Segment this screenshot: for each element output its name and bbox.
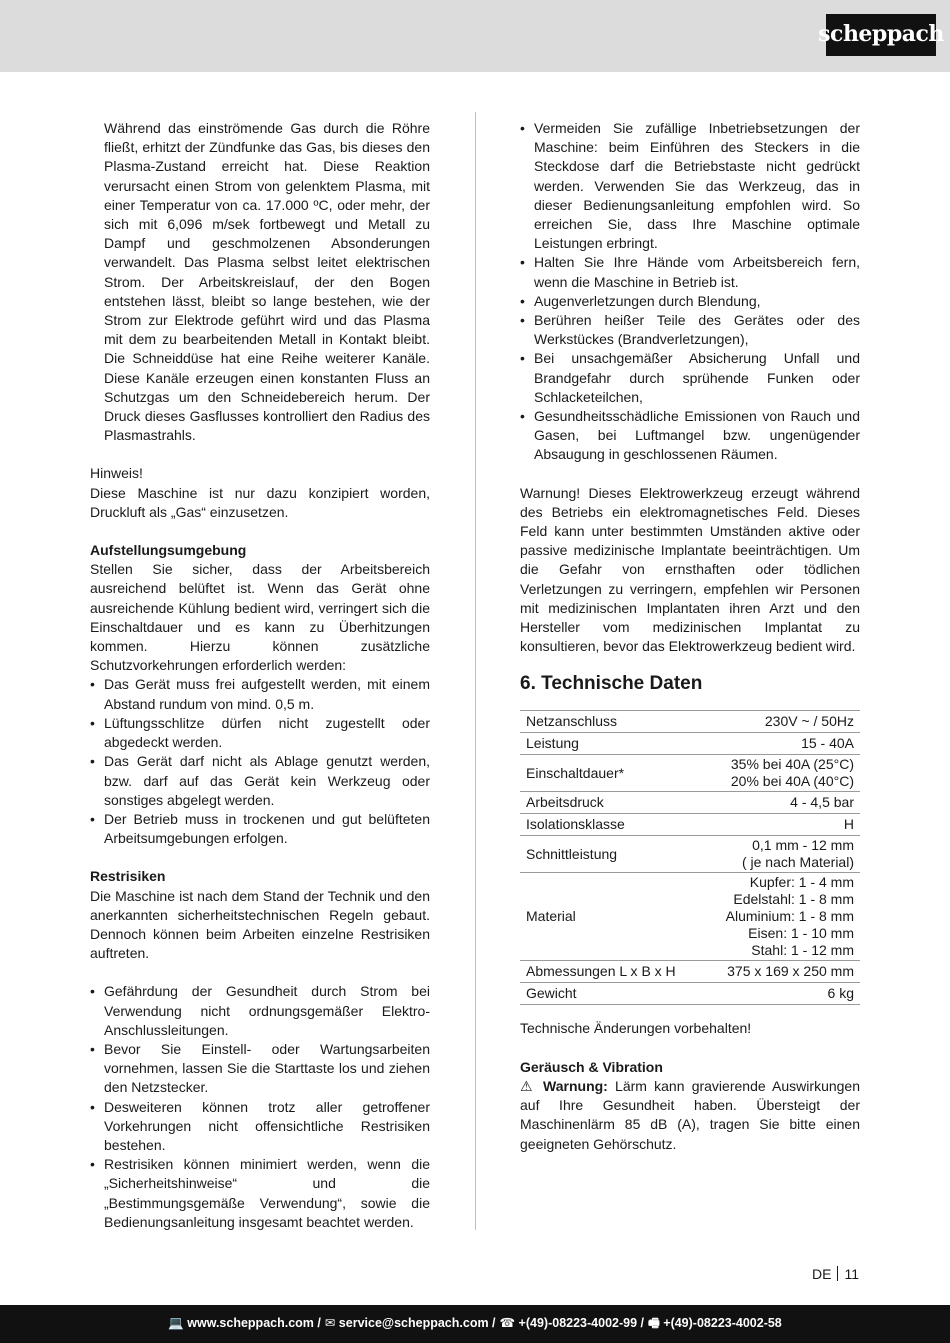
- page-number-value: 11: [844, 1266, 859, 1282]
- setup-heading: Aufstellungsumgebung: [90, 542, 247, 559]
- list-item: • Das Gerät darf nicht als Ablage genutzt werden, bzw. darf auf das Gerät kein Werkzeug oder sonstiges abgelegt werden.: [90, 752, 430, 810]
- setup-bullet-list: [90, 675, 430, 848]
- table-cell-value: Kupfer: 1 - 4 mm Edelstahl: 1 - 8 mm Aluminium: 1 - 8 mm Eisen: 1 - 10 mm Stahl: 1 - 12 mm: [702, 873, 860, 961]
- table-cell-value: 15 - 40A: [702, 733, 860, 755]
- noise-heading: Geräusch & Vibration: [520, 1058, 663, 1075]
- table-cell-value: 4 - 4,5 bar: [702, 792, 860, 814]
- table-row: [520, 836, 860, 873]
- noise-warning-label: ⚠ Warnung:: [520, 1077, 608, 1094]
- list-item: • Gesundheitsschädliche Emissionen von Rauch und Gasen, bei Luftmangel bzw. ungenügender Absaugung in geschlossenen Räumen.: [520, 407, 860, 465]
- table-cell-label: Material: [520, 873, 702, 961]
- language-code: DE: [812, 1266, 832, 1282]
- list-item: • Gefährdung der Gesundheit durch Strom bei Verwendung nicht ordnungsgemäßer Elektro-Anschlussleitungen.: [90, 982, 430, 1040]
- section-title-technical-data: 6. Technische Daten: [520, 673, 703, 695]
- list-item: • Der Betrieb muss in trockenen und gut belüfteten Arbeitsumgebungen erfolgen.: [90, 810, 430, 848]
- footer-fax: 🖷 +(49)-08223-4002-58: [648, 1316, 782, 1331]
- header-bar: [0, 0, 950, 72]
- footer-bar: [0, 1305, 950, 1343]
- list-item: • Bei unsachgemäßer Absicherung Unfall und Brandgefahr durch sprühende Funken oder Schlacketeilchen,: [520, 349, 860, 407]
- table-row: [520, 873, 860, 961]
- technical-data-table: [520, 710, 860, 1005]
- hazard-bullet-list: [520, 119, 860, 465]
- table-row: [520, 792, 860, 814]
- table-row: [520, 755, 860, 792]
- page-number: [812, 1265, 859, 1284]
- scheppach-logo: scheppach: [826, 14, 936, 56]
- table-cell-value: 35% bei 40A (25°C) 20% bei 40A (40°C): [702, 755, 860, 792]
- list-item: • Desweiteren können trotz aller getroffener Vorkehrungen nicht offensichtliche Restrisiken bestehen.: [90, 1098, 430, 1156]
- footer-email: ✉ service@scheppach.com /: [324, 1316, 496, 1331]
- left-column: [90, 119, 430, 1232]
- risk-text: Die Maschine ist nach dem Stand der Technik und den anerkannten sicherheitstechnischen Regeln gebaut. Dennoch können beim Arbeiten einzelne Restrisiken auftreten.: [90, 887, 430, 962]
- table-cell-value: 6 kg: [702, 983, 860, 1005]
- setup-text: Stellen Sie sicher, dass der Arbeitsbereich ausreichend belüftet ist. Wenn das Gerät ohne ausreichende Kühlung bedient wird, verringert sich die Einschaltdauer und es kann zu Überhitzungen kommen. Hierzu können zusätzliche Schutzvorkehrungen erforderlich werden:: [90, 561, 430, 674]
- table-cell-label: Abmessungen L x B x H: [520, 961, 702, 983]
- tech-changes-note: Technische Änderungen vorbehalten!: [520, 1020, 752, 1037]
- table-cell-value: 375 x 169 x 250 mm: [702, 961, 860, 983]
- list-item: • Restrisiken können minimiert werden, wenn die „Sicherheitshinweise“ und die „Bestimmungsgemäße Verwendung“, sowie die Bedienungsanleitung insgesamt beachtet werden.: [90, 1155, 430, 1232]
- right-column: [520, 119, 860, 1154]
- noise-warning-paragraph: [520, 1077, 860, 1154]
- footer-website: 💻 www.scheppach.com /: [168, 1316, 321, 1331]
- table-row: [520, 733, 860, 755]
- note-label: Hinweis!: [90, 465, 143, 482]
- table-cell-label: Isolationsklasse: [520, 814, 702, 836]
- emf-warning-paragraph: Warnung! Dieses Elektrowerkzeug erzeugt während des Betriebs ein elektromagnetisches Feld. Dieses Feld kann unter bestimmten Umständen aktive oder passive medizinische Implantate beeinträchtigen. Um die Gefahr von ernsthaften oder tödlichen Verletzungen zu verringern, empfehlen wir Personen mit medizinischen Implantaten ihren Arzt und den Hersteller vom medizinischen Implantat zu konsultieren, bevor das Elektrowerkzeug bedient wird.: [520, 484, 860, 655]
- table-cell-label: Schnittleistung: [520, 836, 702, 873]
- table-cell-label: Arbeitsdruck: [520, 792, 702, 814]
- list-item: • Das Gerät muss frei aufgestellt werden, mit einem Abstand rundum von mind. 0,5 m.: [90, 675, 430, 713]
- note-text: Diese Maschine ist nur dazu konzipiert worden, Druckluft als „Gas“ einzusetzen.: [90, 484, 430, 520]
- table-cell-label: Leistung: [520, 733, 702, 755]
- list-item: • Berühren heißer Teile des Gerätes oder des Werkstückes (Brandverletzungen),: [520, 311, 860, 349]
- table-row: [520, 814, 860, 836]
- table-cell-value: H: [702, 814, 860, 836]
- footer-phone: ☎ +(49)-08223-4002-99 /: [499, 1316, 644, 1331]
- table-row: [520, 711, 860, 733]
- plasma-intro-paragraph: Während das einströmende Gas durch die Röhre fließt, erhitzt der Zündfunke das Gas, bis dieses den Plasma-Zustand erreicht hat. Diese Reaktion verursacht einen Strom von gelenktem Plasma, mit einer Temperatur von ca. 17.000 ºC, oder mehr, der sich mit 6,096 m/sek fortbewegt und Metall zu Dampf und geschmolzenen Absonderungen verwandelt. Das Plasma selbst leitet elektrischen Strom. Der Arbeitskreislauf, der den Bogen entstehen lässt, bleibt so lange bestehen, wie der Strom zur Elektrode geführt wird und das Plasma mit dem zu bearbeitenden Metall in Kontakt bleibt. Die Schneiddüse hat eine Reihe weiterer Kanäle. Diese Kanäle erzeugen einen konstanten Fluss an Schutzgas um den Schneidebereich herum. Der Druck dieses Gasflusses kontrolliert den Radius des Plasmastrahls.: [104, 120, 430, 444]
- list-item: • Bevor Sie Einstell- oder Wartungsarbeiten vornehmen, lassen Sie die Starttaste los und ziehen den Netzstecker.: [90, 1040, 430, 1098]
- risk-heading: Restrisiken: [90, 868, 166, 885]
- table-row: [520, 983, 860, 1005]
- column-divider: [475, 112, 476, 1230]
- table-cell-value: 230V ~ / 50Hz: [702, 711, 860, 733]
- noise-warning-text: Lärm kann gravierende Auswirkungen auf Ihre Gesundheit haben. Übersteigt der Maschinenlärm 85 dB (A), tragen Sie bitte einen geeigneten Gehörschutz.: [520, 1077, 860, 1152]
- table-cell-value: 0,1 mm - 12 mm ( je nach Material): [702, 836, 860, 873]
- list-item: • Lüftungsschlitze dürfen nicht zugestellt oder abgedeckt werden.: [90, 714, 430, 752]
- list-item: • Vermeiden Sie zufällige Inbetriebsetzungen der Maschine: beim Einführen des Steckers in die Steckdose darf die Betriebstaste nicht gedrückt werden. Verwenden Sie das Werkzeug, das in dieser Bedienungsanleitung empfohlen wird. So erreichen Sie, dass Ihre Maschine optimale Leistungen erbringt.: [520, 119, 860, 253]
- list-item: • Augenverletzungen durch Blendung,: [520, 292, 860, 311]
- table-row: [520, 961, 860, 983]
- table-cell-label: Netzanschluss: [520, 711, 702, 733]
- table-cell-label: Einschaltdauer*: [520, 755, 702, 792]
- table-cell-label: Gewicht: [520, 983, 702, 1005]
- risk-bullet-list: [90, 982, 430, 1232]
- page-number-separator: [837, 1266, 838, 1281]
- list-item: • Halten Sie Ihre Hände vom Arbeitsbereich fern, wenn die Maschine in Betrieb ist.: [520, 253, 860, 291]
